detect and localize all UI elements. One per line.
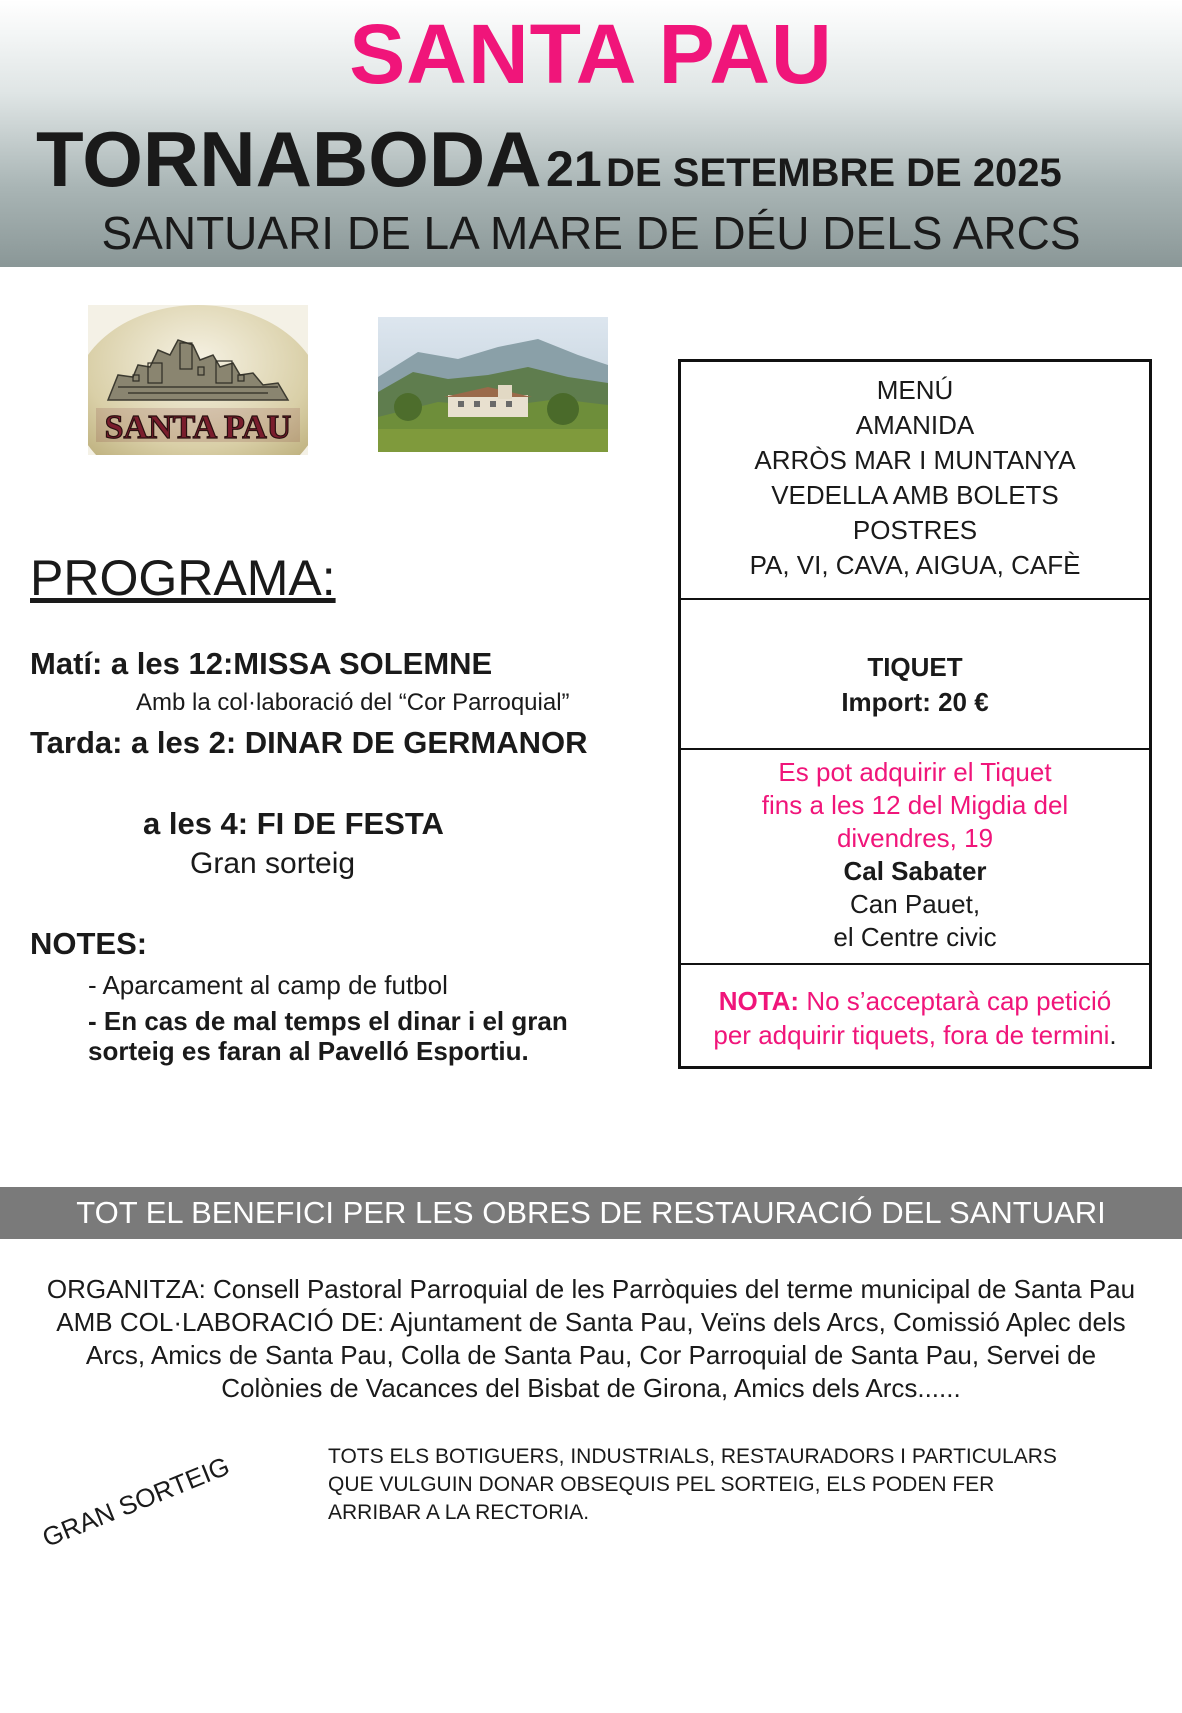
fi-festa-line: a les 4: FI DE FESTA	[143, 806, 444, 841]
poster-title: SANTA PAU	[349, 7, 833, 101]
adquirir-line: divendres, 19	[836, 823, 994, 853]
organizers-line: AMB COL·LABORACIÓ DE: Ajuntament de Santa Pau, Veïns dels Arcs, Comissió Aplec dels	[56, 1307, 1126, 1337]
benefit-banner: TOT EL BENEFICI PER LES OBRES DE RESTAURACIÓ DEL SANTUARI	[0, 1187, 1182, 1239]
logo-text: SANTA PAU	[104, 409, 292, 446]
notes-title: NOTES:	[30, 926, 148, 961]
organizers-line: Arcs, Amics de Santa Pau, Colla de Santa Pau, Cor Parroquial de Santa Pau, Servei de	[85, 1340, 1097, 1370]
menu-item: POSTRES	[852, 515, 978, 545]
divider	[681, 963, 1149, 965]
tiquet-title: TIQUET	[867, 652, 963, 682]
event-place: SANTUARI DE LA MARE DE DÉU DELS ARCS	[101, 207, 1081, 259]
adquirir-line: fins a les 12 del Migdia del	[761, 790, 1069, 820]
sale-point: Can Pauet,	[849, 889, 981, 919]
gran-sorteig-line: Gran sorteig	[190, 847, 356, 880]
nota-period: .	[1109, 1020, 1117, 1050]
menu-title: MENÚ	[876, 375, 954, 405]
gran-sorteig-label: GRAN SORTEIG	[38, 1450, 234, 1553]
header-banner	[0, 0, 1182, 267]
menu-item: AMANIDA	[855, 410, 975, 440]
adquirir-section	[681, 756, 1149, 954]
event-month-year: DE SETEMBRE DE 2025	[606, 151, 1062, 195]
sale-point: el Centre civic	[833, 922, 997, 952]
santa-pau-logo	[88, 305, 308, 455]
nota-label: NOTA:	[718, 986, 800, 1016]
event-day: 21	[546, 141, 602, 197]
mati-line: Matí: a les 12:MISSA SOLEMNE	[30, 646, 493, 681]
tiquet-section	[681, 650, 1149, 720]
donations-text	[328, 1443, 1178, 1527]
mati-note: Amb la col·laboració del “Cor Parroquial”	[136, 689, 570, 716]
sale-point: Cal Sabater	[843, 856, 987, 886]
divider	[681, 748, 1149, 750]
donations-line: QUE VULGUIN DONAR OBSEQUIS PEL SORTEIG, ELS PODEN FER	[328, 1473, 995, 1496]
event-date-line	[36, 115, 1062, 203]
notes-item-parking: - Aparcament al camp de futbol	[88, 970, 448, 1000]
sanctuary-photo	[378, 317, 608, 452]
tarda-line: Tarda: a les 2: DINAR DE GERMANOR	[30, 725, 588, 760]
organizers-line: ORGANITZA: Consell Pastoral Parroquial de les Parròquies del terme municipal de Santa Pau	[46, 1274, 1136, 1304]
menu-section	[681, 373, 1149, 583]
menu-item: PA, VI, CAVA, AIGUA, CAFÈ	[749, 550, 1081, 580]
nota-section	[681, 984, 1149, 1052]
tiquet-price: Import: 20 €	[841, 687, 989, 717]
event-name: TORNABODA	[36, 115, 542, 203]
menu-item: ARRÒS MAR I MUNTANYA	[754, 445, 1076, 475]
donations-line: TOTS ELS BOTIGUERS, INDUSTRIALS, RESTAURADORS I PARTICULARS	[328, 1445, 1057, 1468]
organizers-line: Colònies de Vacances del Bisbat de Girona, Amics dels Arcs......	[221, 1373, 961, 1403]
organizers-text	[14, 1273, 1168, 1405]
adquirir-line: Es pot adquirir el Tiquet	[778, 757, 1052, 787]
nota-text: per adquirir tiquets, fora de termini	[713, 1020, 1110, 1050]
donations-line: ARRIBAR A LA RECTORIA.	[328, 1501, 590, 1524]
notes-item-weather: - En cas de mal temps el dinar i el gran sorteig es faran al Pavelló Esportiu.	[88, 1006, 568, 1066]
menu-box	[678, 359, 1152, 1069]
programa-title: PROGRAMA:	[30, 550, 336, 606]
menu-item: VEDELLA AMB BOLETS	[771, 480, 1059, 510]
divider	[681, 598, 1149, 600]
nota-text: No s’acceptarà cap petició	[806, 986, 1112, 1016]
